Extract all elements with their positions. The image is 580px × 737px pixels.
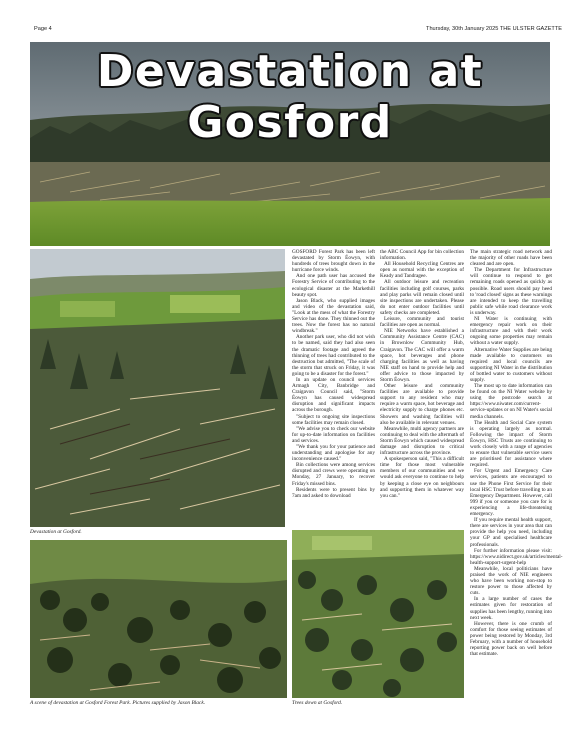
paragraph: For further information please visit: https://www.nidirect.gov.uk/articles/mental-health-support-urgent-help	[470, 547, 563, 566]
small-photo	[292, 530, 464, 698]
paragraph: Jason Black, who supplied images and video of the devastation said, "Look at the mess of what the Forestry Service has done. They thinned out the trees. Now the forest has no natural windbreak."	[292, 297, 375, 335]
article-column-1	[292, 249, 375, 529]
paragraph: The main strategic road network and the majority of other roads have been cleared and are open.	[470, 249, 552, 268]
hero-photo	[30, 42, 550, 246]
paragraph: the ABC Council App for bin collection information.	[380, 249, 464, 262]
paragraph: "We advise you to check our website for up-to-date information on facilities and services.	[292, 425, 375, 444]
paragraph: However, there is one crumb of comfort for those seeing estimates of power being restored by Monday, 3rd February, with a number of household reporting power back on well before that estimate.	[470, 620, 552, 658]
left-photo	[30, 249, 285, 527]
paragraph: In an update on council services Armagh City, Banbridge and Craigavon Council said, "Storm Éowyn has caused widespread disruption and significant impacts across the borough.	[292, 376, 375, 414]
paragraph: Residents were to present bins by 7am and asked to download	[292, 486, 375, 499]
paragraph: If you require mental health support, there are services in your area that can provide the help you need, including your GP and specialised healthcare professionals.	[470, 517, 552, 548]
paragraph: A spokesperson said, "This a difficult time for those most vulnerable members of our communities and we would ask everyone to continue to help by keeping a close eye on neighbours and supporting them in whatever way you can."	[380, 456, 464, 499]
paragraph: NI Water is continuing with emergency repair work on their infrastructure and with their work ongoing some properties may remain without a water supply.	[470, 316, 552, 347]
paragraph: Bin collections were among services disrupted and crews were operating on Monday, 27 January, to recover Friday's missed bins.	[292, 462, 375, 487]
paragraph: In a large number of cases the estimates given for restoration of supplies has been lengthy, running into next week.	[470, 596, 552, 621]
paragraph: Other leisure and community facilities are available to provide support to any resident who may require a warm space, hot beverage and electricity supply to charge phones etc. Showers and washing facilities will also be available in relevant venues.	[380, 383, 464, 426]
article-column-3	[470, 249, 563, 729]
dateline: Thursday, 30th January 2025 THE ULSTER GAZETTE	[426, 26, 562, 32]
paragraph: "We thank you for your patience and understanding and apologise for any inconvenience caused."	[292, 444, 375, 463]
article-column-2	[380, 249, 464, 529]
paragraph: Another park user, who did not wish to be named, said they had also seen the dramatic footage and agreed the thinning of trees had contributed to the destruction but admitted, "The scale of the storm that struck on Friday, it was going to be a disaster for the forest."	[292, 334, 375, 377]
paragraph: Leisure, community and tourist facilities are open as normal.	[380, 316, 464, 329]
paragraph: Meanwhile, local politicians have praised the work of NIE engineers who have been working non-stop to restore power to those affected by cuts.	[470, 565, 552, 597]
bottom-photo	[30, 540, 287, 698]
paragraph: And one path user has accused the Forestry Service of contributing to the ecological disaster at the Markethill beauty spot.	[292, 273, 375, 298]
small-photo-caption: Trees down at Gosford.	[292, 700, 343, 706]
paragraph: The Health and Social Care system is operating largely as normal. Following the impact of Storm Éowyn, HSC Trusts are continuing to work closely with a range of agencies to ensure that vulnerable service users are prioritised for assistance where required.	[470, 419, 552, 469]
headline: Devastation at Gosford	[96, 46, 484, 148]
paragraph: All outdoor leisure and recreation facilities including golf courses, parks and play parks will remain closed until site inspections are undertaken. Please do not enter outdoor facilities until safety checks are completed.	[380, 279, 464, 316]
paragraph: Meanwhile, multi agency partners are continuing to deal with the aftermath of Storm Éowyn which caused widespread damage and disruption to critical infrastructure across the province.	[380, 425, 464, 457]
paragraph: "Subject to ongoing site inspections some facilities may remain closed.	[292, 413, 375, 426]
left-photo-caption: Devastation at Gosford.	[30, 529, 82, 535]
paragraph: GOSFORD Forest Park has been left devastated by Storm Éowyn, with hundreds of trees brought down in the hurricane force winds.	[292, 249, 375, 274]
paragraph: For Urgent and Emergency Care services, patients are encouraged to use the Phone First Service for their local HSC Trust before travelling to an Emergency Department. However, call 999 if you or someone you care for is experiencing a life-threatening emergency.	[470, 468, 552, 518]
page-header	[34, 26, 562, 36]
paragraph: All Household Recycling Centres are open as normal with the exception of Keady and Tandragee.	[380, 261, 464, 280]
bottom-photo-caption: A scene of devastation at Gosford Forest Park. Pictures supplied by Jason Black.	[30, 700, 206, 706]
paragraph: The most up to date information can be found on the NI Water website by using the postcode search at https://www.niwater.com/current-service-updates or on NI Water's social media channels.	[470, 383, 552, 420]
page-number: Page 4	[34, 26, 52, 32]
paragraph: Alternative Water Supplies are being made available to customers on required and local councils are supporting NI Water in the distribution of bottled water to customers without supply.	[470, 346, 552, 383]
paragraph: NIE Networks have established a Community Assistance Centre (CAC) in Brownlow Community Hub, Craigavon. The CAC will offer a warm space, hot beverages and phone charging facilities as well as having NIE staff on hand to provide help and offer advice to those impacted by Storm Éowyn.	[380, 328, 464, 383]
paragraph: The Department for Infrastructure will continue to respond to get remaining roads opened as quickly as possible. Road users should pay heed to 'road closed' signs as these warnings are intended to keep the travelling public safe while road clearance work is underway.	[470, 267, 552, 316]
